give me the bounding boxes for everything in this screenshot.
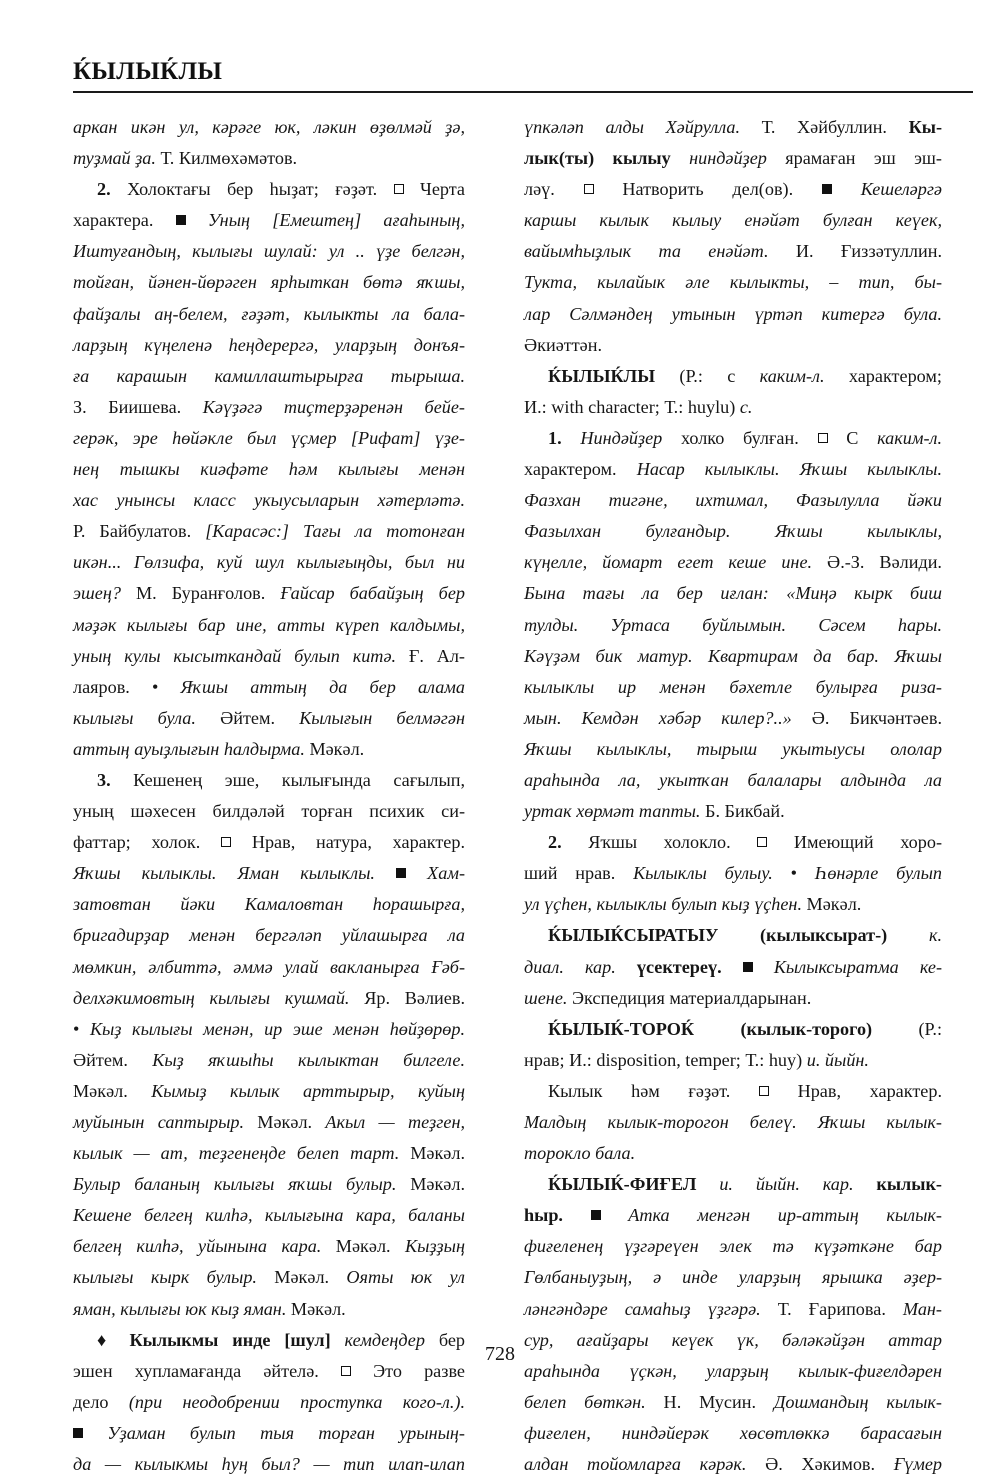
definition-text: Мәкәл. — [304, 738, 365, 759]
definition-text: Мәкәл. — [73, 1080, 152, 1101]
example-text: мәҙәк кылығы бар ине, атты күреп калдымы, — [73, 614, 465, 635]
text-line — [73, 1449, 465, 1480]
example-marker-icon — [176, 215, 186, 225]
russian-translation-marker-icon — [759, 1086, 769, 1096]
text-line — [73, 330, 465, 361]
text-line — [524, 267, 942, 298]
text-line — [524, 205, 942, 236]
text-line — [73, 983, 465, 1014]
example-text: ниндәйҙер — [670, 148, 767, 169]
example-text: Һөнәрле булып — [797, 863, 942, 884]
definition-text: характера. — [73, 210, 176, 231]
russian-translation-marker-icon — [818, 433, 828, 443]
headword-text: үсектереү. — [615, 956, 743, 977]
definition-text: Мәкәл. — [256, 1267, 347, 1288]
example-text: уртак хөрмәт тапты. — [524, 801, 701, 822]
example-text: Акыл — теҙген, — [325, 1112, 466, 1132]
text-line — [73, 672, 465, 703]
example-text: фиғелен, ниндәйерәк хөсөтлөккә барасағын — [524, 1422, 942, 1443]
example-text: Кыҙ яҡшыһы кылыктан билгеле. — [152, 1049, 465, 1070]
example-text: нең тышкы киәфәте һәм кылығы менән — [73, 459, 465, 480]
definition-text: Нрав, натура, характер. — [231, 832, 465, 853]
headword-text: ЌЫЛЫЌ-ТОРОЌ (кылык-торого) — [548, 1018, 873, 1039]
example-text: с. — [739, 396, 753, 417]
text-line — [73, 827, 465, 858]
example-text: к. — [887, 925, 942, 946]
text-line — [524, 423, 942, 454]
left-column — [73, 112, 465, 1480]
example-text: лар Сәлмәндең утынын үртәп китергә була. — [524, 303, 942, 324]
definition-text: Р. Байбулатов. — [73, 521, 206, 542]
definition-text: • — [790, 863, 797, 884]
text-line — [73, 1014, 465, 1045]
example-text: Кылыксыратма ке- — [752, 956, 943, 977]
example-text: үпкәләп алды Хәйрулла. — [524, 117, 741, 137]
example-text: сур, ағайҙары кеүек үк, бәләкәйҙән аттар — [524, 1329, 942, 1350]
definition-text: И.: with character; Т.: huylu) — [524, 396, 740, 417]
example-text: Бына тағы ла бер иғлан: «Миңә кырк биш — [524, 583, 942, 604]
example-text: Кешене белгең килһә, кылығына кара, баланы — [73, 1205, 465, 1226]
example-text: кылык — ат, теҙгенеңде белеп тарт. — [73, 1143, 400, 1164]
headword-text: 2. — [97, 179, 111, 200]
text-line — [524, 765, 942, 796]
text-line — [73, 920, 465, 951]
definition-text: Натворить дел(ов). — [593, 179, 822, 200]
definition-text: Холоктағы бер һыҙат; ғәҙәт. — [110, 179, 394, 200]
definition-text: дело — [73, 1391, 129, 1412]
text-line — [73, 1262, 465, 1293]
example-text: Ман- — [902, 1298, 942, 1319]
example-marker-icon — [591, 1210, 601, 1220]
text-line — [524, 1262, 942, 1293]
definition-text: • — [73, 1018, 80, 1039]
definition-text: С — [827, 427, 878, 448]
text-line — [73, 143, 465, 174]
definition-text: Яр. Вәлиев. — [349, 987, 465, 1008]
text-line — [73, 1387, 465, 1418]
definition-text: Б. Бикбай. — [700, 801, 785, 822]
example-text: Уҙаман булып тыя торған урының- — [83, 1422, 465, 1443]
text-line — [73, 1107, 465, 1138]
example-text: Атка менгән ир-аттың кылык- — [600, 1205, 942, 1226]
text-line — [524, 858, 942, 889]
text-line — [73, 1418, 465, 1449]
text-line — [524, 1294, 942, 1325]
text-line — [524, 1045, 942, 1076]
definition-text: З. Биишева. — [73, 396, 203, 417]
text-line — [73, 299, 465, 330]
example-text: Яҡшы кылыклы, тырыш укытыусы ололар — [524, 738, 942, 759]
text-line — [524, 112, 942, 143]
definition-text: Әйтем. — [195, 707, 300, 728]
definition-text: Мәкәл. — [399, 1143, 465, 1164]
example-text: и. йыйн. — [806, 1049, 869, 1070]
example-text: Ғайсар бабайҙың бер — [280, 583, 465, 604]
example-text: Фазхан тигәне, ихтимал, Фазылулла йәки — [524, 490, 942, 511]
russian-translation-marker-icon — [757, 837, 767, 847]
headword-text: 3. — [97, 769, 111, 790]
text-line — [73, 1169, 465, 1200]
definition-text: Т. Килмөхәмәтов. — [155, 148, 298, 169]
russian-translation-marker-icon — [584, 184, 594, 194]
example-text: икән... Гөлзифа, куй шул кылығыңды, был ни — [73, 552, 465, 573]
example-text: Ояты юк ул — [346, 1267, 465, 1288]
example-text: аттың ауыҙлығын һалдырма. — [73, 738, 305, 759]
example-text: Кылығын белмәгән — [299, 707, 465, 728]
text-line — [73, 1076, 465, 1107]
headword-text: кылык- — [853, 1174, 942, 1195]
text-line — [73, 610, 465, 641]
example-text: Фазылхан булғандыр. Яҡшы кылыклы, — [524, 521, 942, 542]
definition-text: Н. Мусин. — [645, 1391, 774, 1412]
text-line — [524, 889, 942, 920]
definition-text: характером. — [524, 459, 637, 480]
definition-text: фаттар; холок. — [73, 832, 222, 853]
headword-text: һыр. — [524, 1205, 591, 1226]
example-text: Кешеләргә — [831, 179, 942, 200]
headword-text: лык(ты) кылыу — [524, 148, 671, 169]
text-line — [524, 610, 942, 641]
text-line — [524, 983, 942, 1014]
example-text: кемдеңдер — [330, 1329, 425, 1350]
definition-text: ший нрав. — [524, 863, 634, 884]
headword-text: ЌЫЛЫЌСЫРАТЫУ (кылыксырат-) — [548, 925, 888, 946]
headword-text: 2. — [548, 832, 562, 853]
text-line — [73, 1294, 465, 1325]
text-line — [73, 1200, 465, 1231]
example-text: Кәүҙәм бик матур. Квартирам да бар. Яҡшы — [524, 645, 942, 666]
text-line — [524, 1107, 942, 1138]
definition-text: Кешенең эше, кылығында сағылып, — [110, 769, 465, 790]
example-text: Яҡшы аттың да бер алама — [158, 676, 465, 697]
example-text: Кәүҙәгә тиҫтерҙәренән бейе- — [202, 396, 465, 417]
definition-text: Кылык һәм ғәҙәт. — [548, 1080, 759, 1101]
definition-text: Ә. Хәкимов. — [746, 1454, 894, 1475]
text-line — [73, 236, 465, 267]
headword-text: 1. — [548, 427, 562, 448]
text-line — [524, 641, 942, 672]
example-text: Насар кылыклы. Яҡшы кылыклы. — [636, 459, 942, 480]
text-line — [524, 672, 942, 703]
text-line — [524, 1169, 942, 1200]
russian-translation-marker-icon — [394, 184, 404, 194]
text-line — [524, 1014, 942, 1045]
text-line — [73, 361, 465, 392]
example-text: хас унынсы класс укыусыларын хәтерләтә. — [73, 490, 465, 511]
text-line — [73, 889, 465, 920]
text-line — [73, 174, 465, 205]
example-text: Уның [Емештең] ағаһының, — [185, 210, 465, 231]
example-text: каким-л. — [877, 427, 942, 448]
text-line — [73, 858, 465, 889]
text-line — [524, 299, 942, 330]
example-text: яман, кылығы юк кыҙ яман. — [73, 1298, 287, 1319]
definition-text: холко булған. — [662, 427, 818, 448]
definition-text: Это разве — [351, 1360, 465, 1381]
example-text: Ниндәйҙер — [561, 427, 663, 448]
definition-text: Әкиәттән. — [524, 334, 603, 355]
example-text: делхәкимовтың кылығы кушмай. — [73, 987, 350, 1008]
text-line — [524, 392, 942, 423]
definition-text: лаяров. — [73, 676, 152, 697]
text-line — [524, 361, 942, 392]
definition-text: • — [151, 676, 159, 697]
text-line — [73, 1138, 465, 1169]
example-text: бригадирҙар менән бергәләп уйлашырға ла — [73, 925, 465, 946]
text-line — [524, 454, 942, 485]
text-line — [524, 952, 942, 983]
text-line — [524, 236, 942, 267]
example-text: белеп бөткән. — [524, 1391, 646, 1412]
text-line — [73, 547, 465, 578]
example-text: Кымыҙ кылык арттырыр, куйың — [151, 1080, 465, 1101]
definition-text: Ә.-З. Вәлиди. — [812, 552, 942, 573]
text-line — [73, 423, 465, 454]
definition-text: нрав; И.: disposition, temper; Т.: huy) — [524, 1049, 807, 1070]
page-number: 728 — [485, 1343, 515, 1365]
example-text: Малдың кылык-торогон белеү. Яҡшы кылык- — [524, 1112, 942, 1132]
headword-text: Кы- — [908, 117, 943, 137]
text-line — [73, 952, 465, 983]
definition-text: эшен хупламағанда әйтелә. — [73, 1360, 341, 1381]
text-line — [524, 330, 942, 361]
text-line — [524, 1418, 942, 1449]
text-line — [73, 392, 465, 423]
example-text: туҙмай ҙа. — [73, 148, 156, 169]
russian-translation-marker-icon — [221, 837, 231, 847]
example-text: фиғеленең үҙгәреүен элек тә күҙәткәне бар — [524, 1236, 942, 1257]
text-line — [73, 1045, 465, 1076]
example-text: Булыр баланың кылығы яҡшы булыр. — [73, 1174, 397, 1195]
example-text: Хам- — [406, 863, 466, 884]
definition-text: (Р.: с — [655, 365, 760, 386]
example-text: аркан икән ул, кәрәге юк, ләкин өҙөлмәй ҙә, — [73, 117, 465, 137]
definition-text: Мәкәл. — [802, 894, 862, 915]
text-line — [73, 578, 465, 609]
definition-text: уның шәхесен билдәләй торған психик си- — [73, 801, 465, 822]
example-text: Иштуғандың, кылығы шулай: ул .. үҙе белгән, — [73, 241, 465, 262]
example-text: эшең? — [73, 583, 121, 604]
example-text: ға карашын камиллаштырырға тырыша. — [73, 365, 465, 386]
example-text: кылыклы ир менән бәхетле булырға риза- — [524, 676, 942, 697]
example-text: Кыҙ кылығы менән, ир эше менән һөйҙөрөр. — [79, 1018, 465, 1039]
russian-translation-marker-icon — [341, 1366, 351, 1376]
text-line — [524, 1138, 942, 1169]
example-text: уның кулы кысыткандай булып китә. — [73, 645, 397, 666]
definition-text: М. Буранғолов. — [120, 583, 281, 604]
example-text: араһында үҫкән, уларҙың кылык-фиғелдәрен — [524, 1360, 942, 1381]
right-column — [524, 112, 942, 1480]
definition-text: Мәкәл. — [244, 1112, 326, 1132]
example-text: Ғүмер — [893, 1454, 942, 1475]
text-line — [524, 1387, 942, 1418]
example-text: белгең килһә, уйынына кара. — [73, 1236, 322, 1257]
example-text: ул үҫһен, кылыклы булып кыҙ үҫһен. — [524, 894, 802, 915]
example-text: алдан тойомларға кәрәк. — [524, 1454, 747, 1475]
definition-text: Имеющий хоро- — [767, 832, 942, 853]
example-text: кылығы кырк булыр. — [73, 1267, 257, 1288]
example-text: тулды. Уртаса буйлымын. Сәсем һары. — [524, 614, 942, 635]
example-text: кылығы була. — [73, 707, 196, 728]
text-line — [73, 641, 465, 672]
text-line — [524, 827, 942, 858]
example-marker-icon — [822, 184, 832, 194]
example-text: Кыҙҙың — [405, 1236, 465, 1257]
example-text: Дошмандың кылык- — [773, 1391, 942, 1412]
definition-text: Экспедиция материалдарынан. — [567, 987, 812, 1008]
header-rule — [73, 91, 973, 93]
text-line — [73, 734, 465, 765]
example-text: и. йыйн. кар. — [696, 1174, 854, 1195]
text-line — [73, 205, 465, 236]
example-text: вайымһыҙлык та енәйәт. — [524, 241, 769, 262]
definition-text: Т. Хәйбуллин. — [740, 117, 909, 137]
example-marker-icon — [743, 962, 753, 972]
example-text: да — кылыкмы һуң был? — тип илап-илап — [73, 1454, 465, 1475]
definition-text: Мәкәл. — [286, 1298, 346, 1319]
text-line — [524, 485, 942, 516]
text-line — [524, 703, 942, 734]
text-line — [524, 1231, 942, 1262]
text-line — [73, 454, 465, 485]
text-line — [73, 796, 465, 827]
text-line — [524, 1449, 942, 1480]
headword-text: ЌЫЛЫЌ-ФИҒЕЛ — [548, 1174, 697, 1195]
definition-text: Т. Ғарипова. — [760, 1298, 903, 1319]
text-line — [73, 267, 465, 298]
definition-text: Мәкәл. — [321, 1236, 406, 1257]
text-line — [524, 516, 942, 547]
example-text: диал. кар. — [524, 956, 616, 977]
definition-text: И. Ғиззәтуллин. — [768, 241, 942, 262]
example-text: мөмкин, әлбиттә, әммә улай вакланырға Ғәб- — [73, 956, 465, 977]
example-text: герәк, эре һөйәкле был үҫмер [Рифат] үҙе- — [73, 427, 465, 448]
definition-text: (Р.: — [872, 1018, 942, 1039]
headword-text: ЌЫЛЫЌЛЫ — [548, 365, 656, 386]
text-line — [524, 796, 942, 827]
definition-text: Мәкәл. — [396, 1174, 465, 1195]
text-line — [524, 143, 942, 174]
definition-text: Нрав, характер. — [768, 1080, 942, 1101]
example-text: муйынын саптырыр. — [73, 1112, 245, 1132]
text-line — [524, 578, 942, 609]
example-text: [Карасәс:] Тағы ла тотонған — [205, 521, 465, 542]
example-text: күңелле, йомарт егет кеше ине. — [524, 552, 813, 573]
definition-text: Әйтем. — [73, 1049, 153, 1070]
example-text: ларҙың күңеленә һеңдерергә, уларҙың донъя- — [73, 334, 465, 355]
definition-text: Ғ. Ал- — [396, 645, 465, 666]
example-marker-icon — [73, 1428, 83, 1438]
text-line — [524, 1200, 942, 1231]
example-text: каршы кылык кылыу енәйәт булған кеүек, — [524, 210, 942, 231]
example-marker-icon — [396, 868, 406, 878]
example-text: (при неодобрении проступка кого-л.). — [128, 1391, 465, 1412]
text-line — [524, 920, 942, 951]
text-line — [73, 1231, 465, 1262]
example-text: каким-л. — [759, 365, 825, 386]
definition-text: Черта — [403, 179, 465, 200]
example-text: мын. Кемдән хәбәр килер?..» — [524, 707, 792, 728]
definition-text: ләү. — [524, 179, 584, 200]
text-line — [524, 547, 942, 578]
example-text: затовтан йәки Камаловтан һорашырға, — [73, 894, 465, 915]
example-text: араһында ла, укытҡан балалары алдында ла — [524, 769, 942, 790]
example-text: Кылыклы булыу. — [633, 863, 791, 884]
example-text: ләнгәндәре самаһыҙ үҙгәрә. — [524, 1298, 761, 1319]
text-line — [73, 485, 465, 516]
definition-text: бер — [424, 1329, 466, 1350]
definition-text: ярамаған эш эш- — [766, 148, 942, 169]
text-line — [73, 765, 465, 796]
text-line — [73, 112, 465, 143]
headword-text: ♦ Кылыкмы инде [шул] — [97, 1329, 331, 1350]
definition-text: Яҡшы холоклo. — [561, 832, 758, 853]
example-text: файҙалы аң-белем, ғәҙәт, кылыкты ла бала- — [73, 303, 465, 324]
example-text: Тукта, кылайык әле кылыкты, – тип, бы- — [524, 272, 942, 293]
definition-text: Ә. Бикчәнтәев. — [791, 707, 943, 728]
text-line — [524, 174, 942, 205]
text-line — [73, 516, 465, 547]
text-line — [524, 734, 942, 765]
example-text: торокло бала. — [524, 1143, 636, 1164]
example-text: Гөлбаныуҙың, ә инде уларҙың ярышка әҙер- — [524, 1267, 942, 1288]
example-text: тойған, йәнен-йөрәген ярһыткан бөтә яҡшы, — [73, 272, 465, 293]
text-line — [73, 703, 465, 734]
example-text: Яҡшы кылыклы. Яман кылыклы. — [73, 863, 397, 884]
example-text: шене. — [524, 987, 568, 1008]
running-head: ЌЫЛЫЌЛЫ — [73, 58, 223, 85]
text-line — [524, 1076, 942, 1107]
definition-text: характером; — [824, 365, 942, 386]
